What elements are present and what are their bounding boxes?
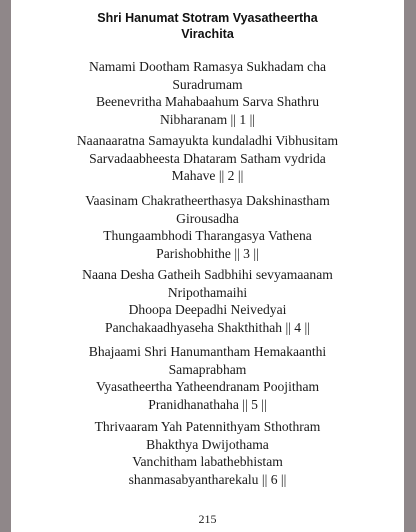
verse-line: Suradrumam bbox=[172, 76, 243, 92]
verse-2 bbox=[11, 132, 404, 185]
verse-line: shanmasabyantharekalu || 6 || bbox=[128, 471, 287, 487]
verse-line: Vyasatheertha Yatheendranam Poojitham bbox=[95, 379, 320, 394]
verse-line: Girousadha bbox=[176, 210, 239, 226]
verse-line: Beenevritha Mahabaahum Sarva Shathru bbox=[95, 94, 320, 109]
document-title bbox=[11, 10, 404, 42]
title-line: Shri Hanumat Stotram Vyasatheertha bbox=[97, 11, 318, 25]
verse-line: Thrivaaram Yah Patennithyam Sthothram bbox=[94, 419, 321, 434]
verse-line: Namami Dootham Ramasya Sukhadam cha bbox=[88, 59, 327, 74]
verse-3 bbox=[11, 192, 404, 262]
verse-1 bbox=[11, 58, 404, 128]
verse-6 bbox=[11, 418, 404, 488]
page-number: 215 bbox=[198, 512, 217, 526]
verse-line: Bhajaami Shri Hanumantham Hemakaanthi bbox=[88, 344, 327, 359]
verse-line: Mahave || 2 || bbox=[171, 168, 244, 183]
verse-line: Nibharanam || 1 || bbox=[159, 111, 256, 127]
verse-line: Sarvadaabheesta Dhataram Satham vydrida bbox=[89, 150, 326, 166]
verse-line: Pranidhanathaha || 5 || bbox=[148, 396, 267, 412]
verse-line: Parishobhithe || 3 || bbox=[156, 245, 259, 261]
verse-line: Naanaaratna Samayukta kundaladhi Vibhusitam bbox=[76, 133, 339, 148]
verse-line: Panchakaadhyaseha Shakthithah || 4 || bbox=[105, 319, 310, 335]
verse-4 bbox=[11, 266, 404, 336]
verse-line: Naana Desha Gatheih Sadbhihi sevyamaanam bbox=[82, 267, 333, 282]
verse-line: Vanchitham labathebhistam bbox=[132, 454, 283, 469]
verse-5 bbox=[11, 343, 404, 413]
document-page bbox=[11, 0, 404, 532]
verse-line: Bhakthya Dwijothama bbox=[146, 436, 269, 452]
verse-line: Vaasinam Chakratheerthasya Dakshinastham bbox=[85, 193, 330, 208]
verse-line: Thungaambhodi Tharangasya Vathena bbox=[103, 228, 312, 243]
verse-line: Nripothamaihi bbox=[167, 284, 248, 300]
verse-line: Samaprabham bbox=[168, 361, 247, 377]
verse-line: Dhoopa Deepadhi Neivedyai bbox=[128, 302, 287, 317]
title-line: Virachita bbox=[181, 27, 234, 41]
